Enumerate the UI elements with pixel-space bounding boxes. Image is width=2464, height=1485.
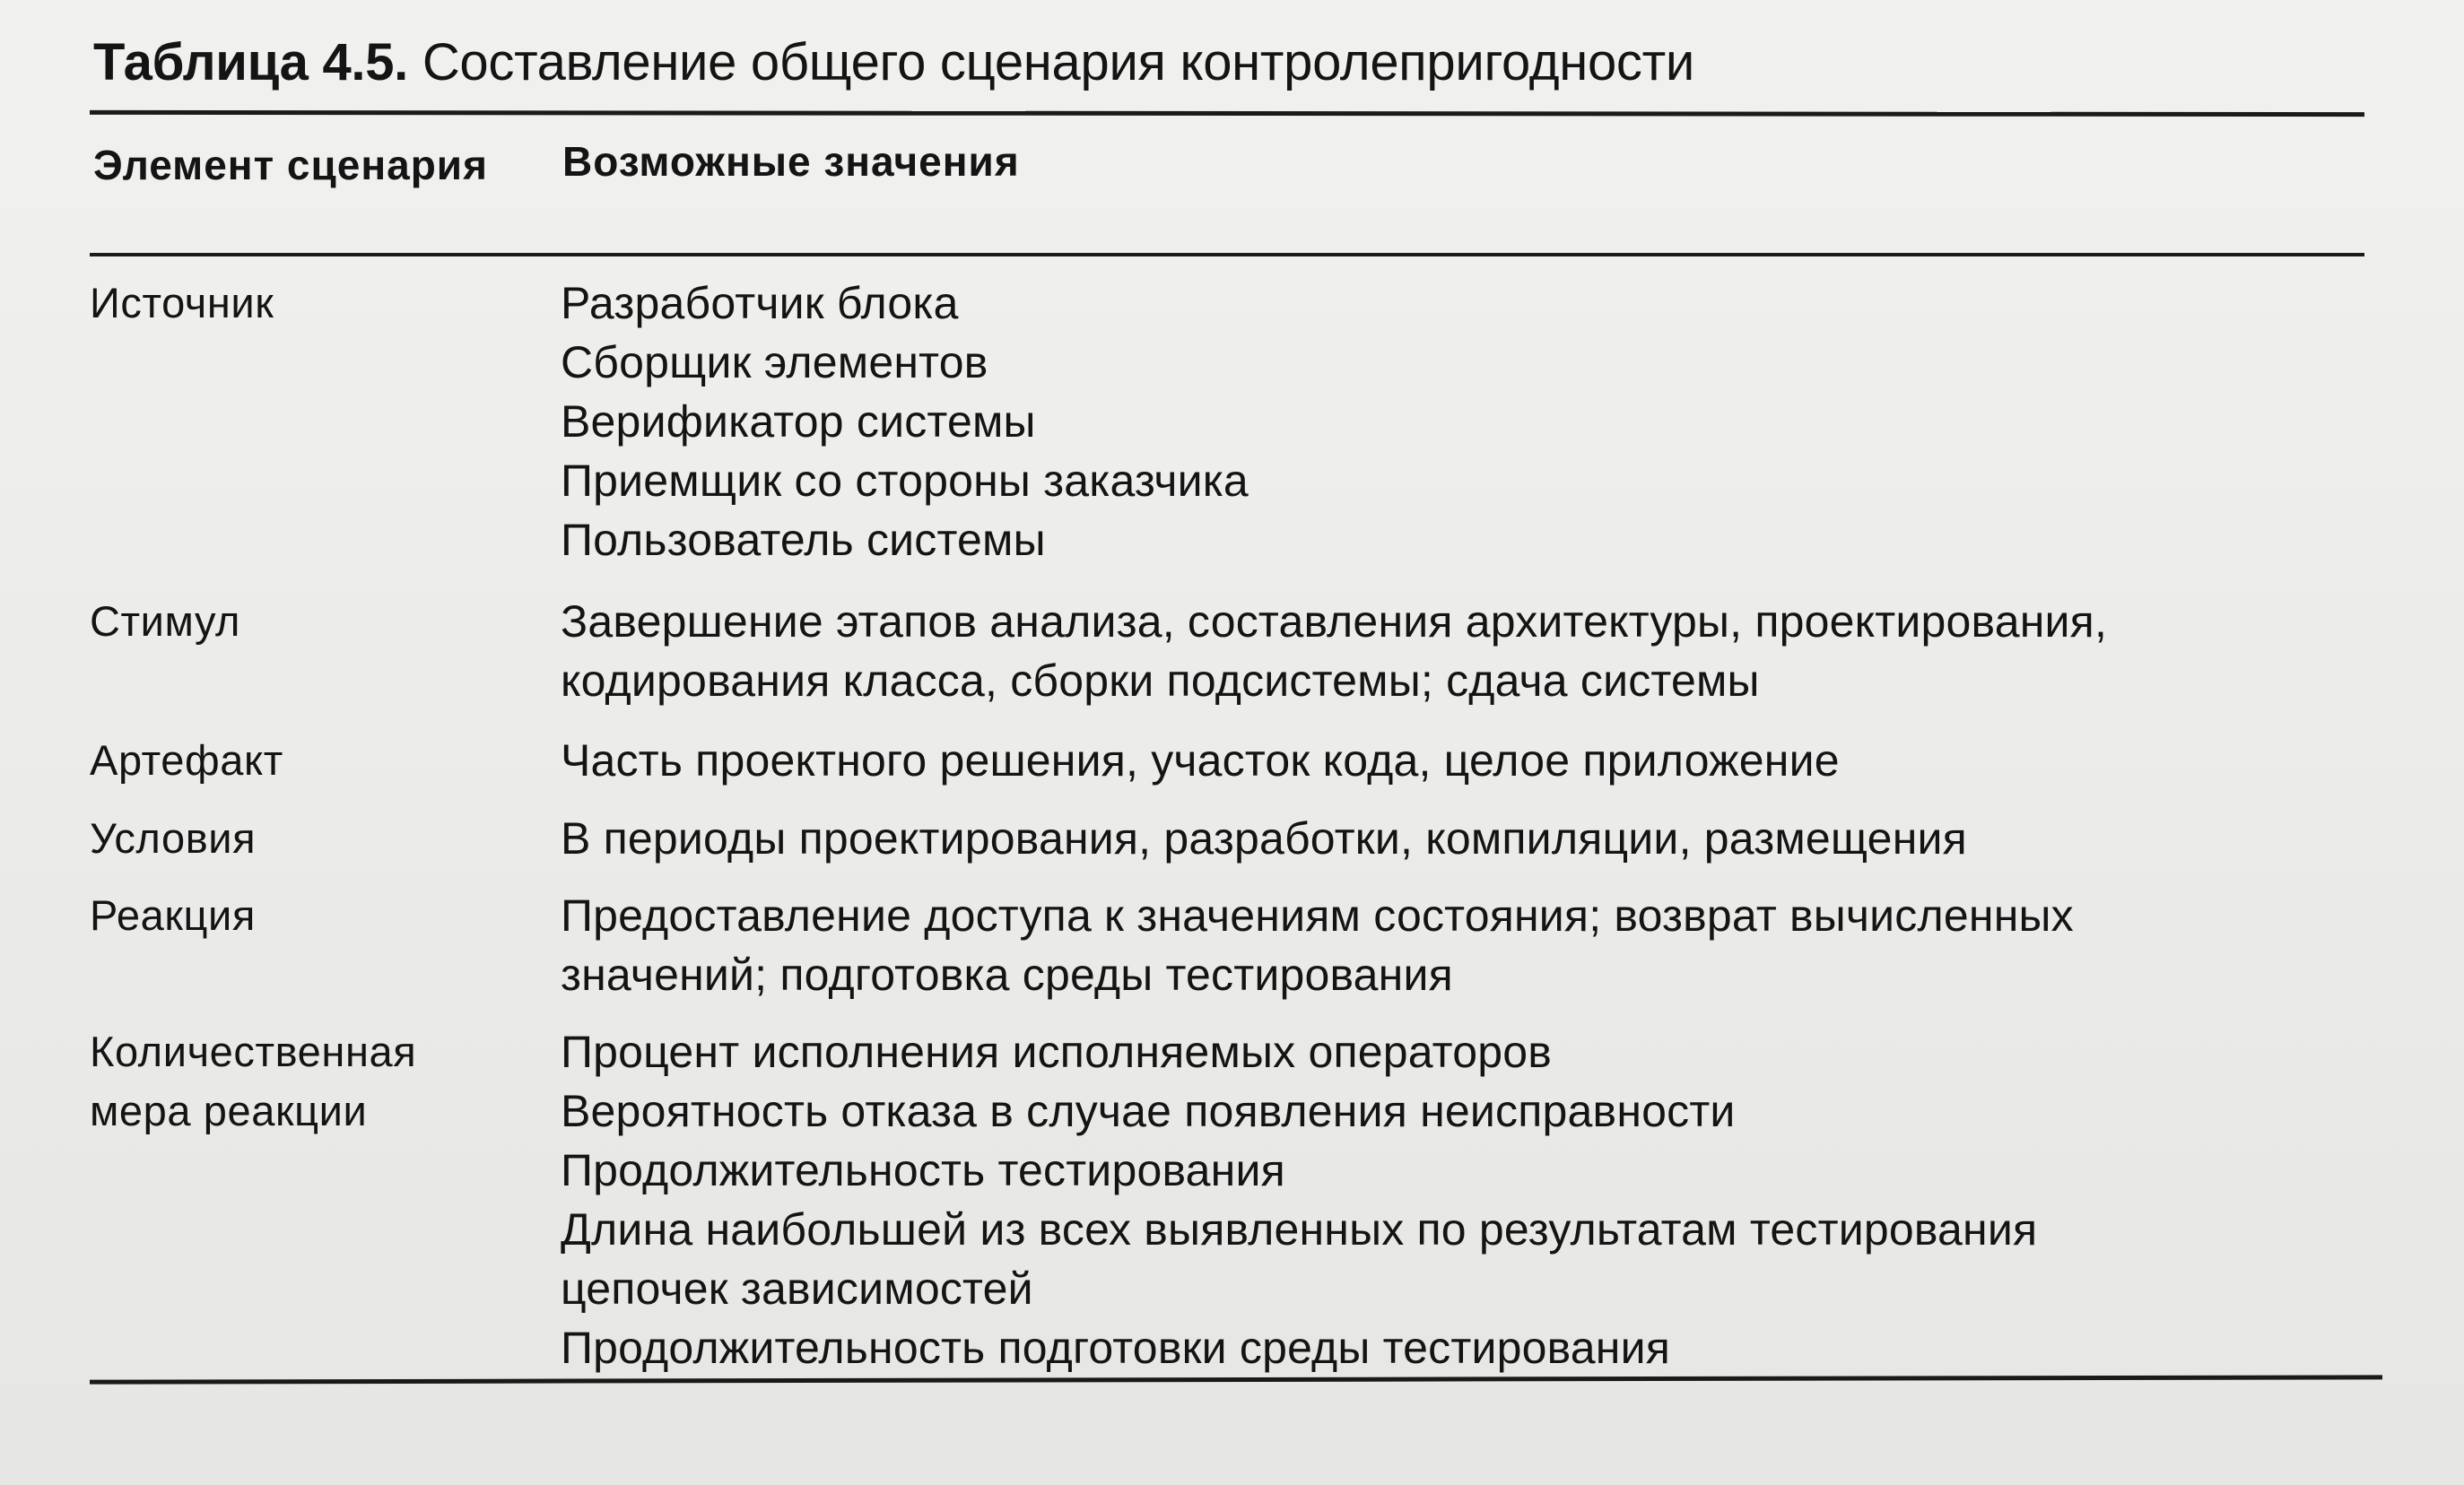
row-label: Количественная мера реакции	[90, 1028, 417, 1134]
column-header-element: Элемент сценария	[93, 142, 488, 188]
row-values	[561, 592, 2399, 710]
table-caption	[93, 27, 1694, 99]
table-title: Составление общего сценария контролепригодности	[422, 33, 1695, 91]
value-line: Верификатор системы	[561, 396, 1036, 447]
value-line: Сборщик элементов	[561, 337, 988, 387]
value-line: Продолжительность тестирования	[561, 1145, 1285, 1195]
value-line: значений; подготовка среды тестирования	[561, 950, 1453, 1000]
row-values	[561, 886, 2399, 1004]
value-line: Пользователь системы	[561, 515, 1046, 565]
row-label: Реакция	[90, 891, 256, 939]
row-label: Условия	[90, 814, 257, 862]
value-line: Длина наибольшей из всех выявленных по результатам тестирования	[561, 1204, 2038, 1255]
row-label: Стимул	[90, 597, 241, 645]
value-line: В периоды проектирования, разработки, компиляции, размещения	[561, 813, 1967, 864]
row-values	[561, 809, 2399, 868]
value-line: Приемщик со стороны заказчика	[561, 456, 1249, 506]
value-line: Разработчик блока	[561, 278, 959, 328]
value-line: цепочек зависимостей	[561, 1264, 1033, 1314]
row-values	[561, 1022, 2399, 1377]
row-label: Источник	[90, 279, 274, 326]
column-header-values: Возможные значения	[562, 138, 1020, 185]
value-line: Часть проектного решения, участок кода, целое приложение	[561, 735, 1840, 786]
value-line: кодирования класса, сборки подсистемы; сдача системы	[561, 656, 1760, 706]
value-line: Процент исполнения исполняемых операторов	[561, 1027, 1552, 1077]
table-header-rule	[90, 253, 2364, 256]
value-line: Вероятность отказа в случае появления неисправности	[561, 1086, 1736, 1136]
table-top-rule	[90, 110, 2364, 117]
table-number: Таблица 4.5.	[93, 33, 408, 91]
row-values	[561, 731, 2399, 790]
value-line: Завершение этапов анализа, составления архитектуры, проектирования,	[561, 596, 2108, 647]
row-values	[561, 274, 2399, 569]
row-label: Артефакт	[90, 736, 283, 784]
value-line: Продолжительность подготовки среды тестирования	[561, 1323, 1671, 1373]
value-line: Предоставление доступа к значениям состояния; возврат вычисленных	[561, 890, 2074, 941]
